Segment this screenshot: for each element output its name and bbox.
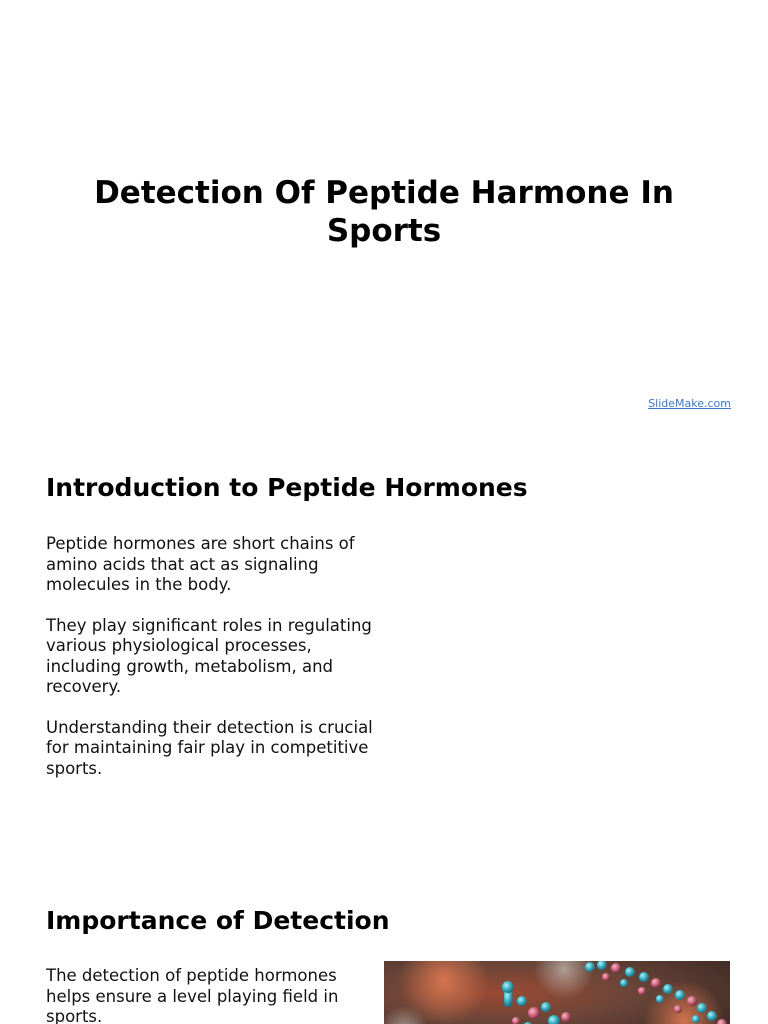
importance-paragraph: The detection of peptide hormones helps ensure a level playing field in sports. — [46, 966, 339, 1024]
intro-paragraph: Peptide hormones are short chains of amino acids that act as signaling molecules in the body. — [46, 534, 355, 594]
main-title: Detection Of Peptide Harmone In Sports — [94, 175, 674, 249]
importance-heading: Importance of Detection — [46, 906, 390, 935]
intro-heading: Introduction to Peptide Hormones — [46, 473, 528, 502]
intro-paragraph: Understanding their detection is crucial for maintaining fair play in competitive sports. — [46, 717, 373, 778]
molecule-dna-image — [384, 961, 730, 1024]
slidemake-link[interactable]: SlideMake.com — [648, 397, 731, 410]
intro-paragraph: They play significant roles in regulating various physiological processes, including growth, metabolism, and recovery. — [46, 615, 372, 696]
intro-text-block — [46, 534, 376, 799]
importance-text-block — [46, 966, 376, 1024]
molecule-illustration — [384, 961, 730, 1024]
title-slide — [0, 0, 768, 430]
